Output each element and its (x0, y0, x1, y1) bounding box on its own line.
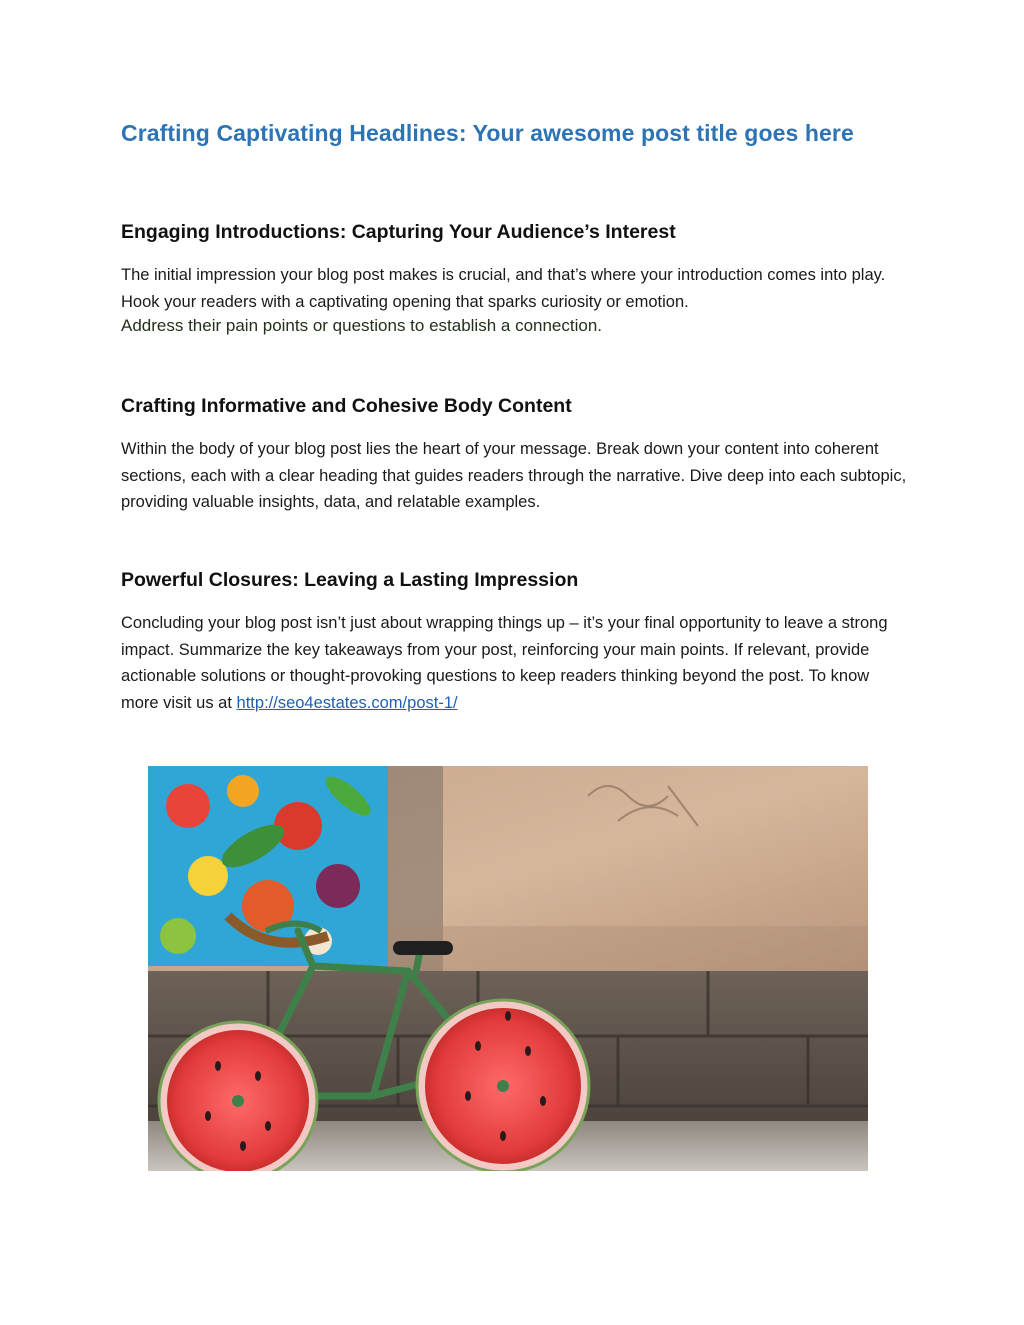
closure-text: Concluding your blog post isn’t just about wrapping things up – it’s your final opportunity to leave a strong impact. Summarize the key takeaways from your post, reinforcing your main points. If relevant, provide actionable solutions or thought-provoking questions to keep readers thinking beyond the post. To know more visit us at (121, 614, 888, 712)
section-heading-introductions: Engaging Introductions: Capturing Your Audience’s Interest (121, 221, 676, 243)
section-text-body-content: Within the body of your blog post lies the heart of your message. Break down your content into coherent sections, each with a clear heading that guides readers through the narrative. Dive deep into each subtopic, providing valuable insights, data, and relatable examples. (121, 440, 907, 511)
section-text-closures (121, 610, 911, 716)
intro-text: The initial impression your blog post makes is crucial, and that’s where your introduction comes into play. Hook your readers with a captivating opening that sparks curiosity or emotion. (121, 266, 886, 311)
post-title: Crafting Captivating Headlines: Your awesome post title goes here (121, 120, 854, 146)
section-heading-body-content: Crafting Informative and Cohesive Body Content (121, 395, 572, 417)
post-link[interactable]: http://seo4estates.com/post-1/ (236, 693, 458, 712)
section-heading-closures: Powerful Closures: Leaving a Lasting Impression (121, 569, 579, 591)
bicycle-photo (148, 766, 868, 1171)
bicycle-watermelon-icon (148, 766, 868, 1171)
intro-text-connection: Address their pain points or questions to establish a connection. (121, 316, 603, 335)
section-text-introductions (121, 262, 911, 337)
